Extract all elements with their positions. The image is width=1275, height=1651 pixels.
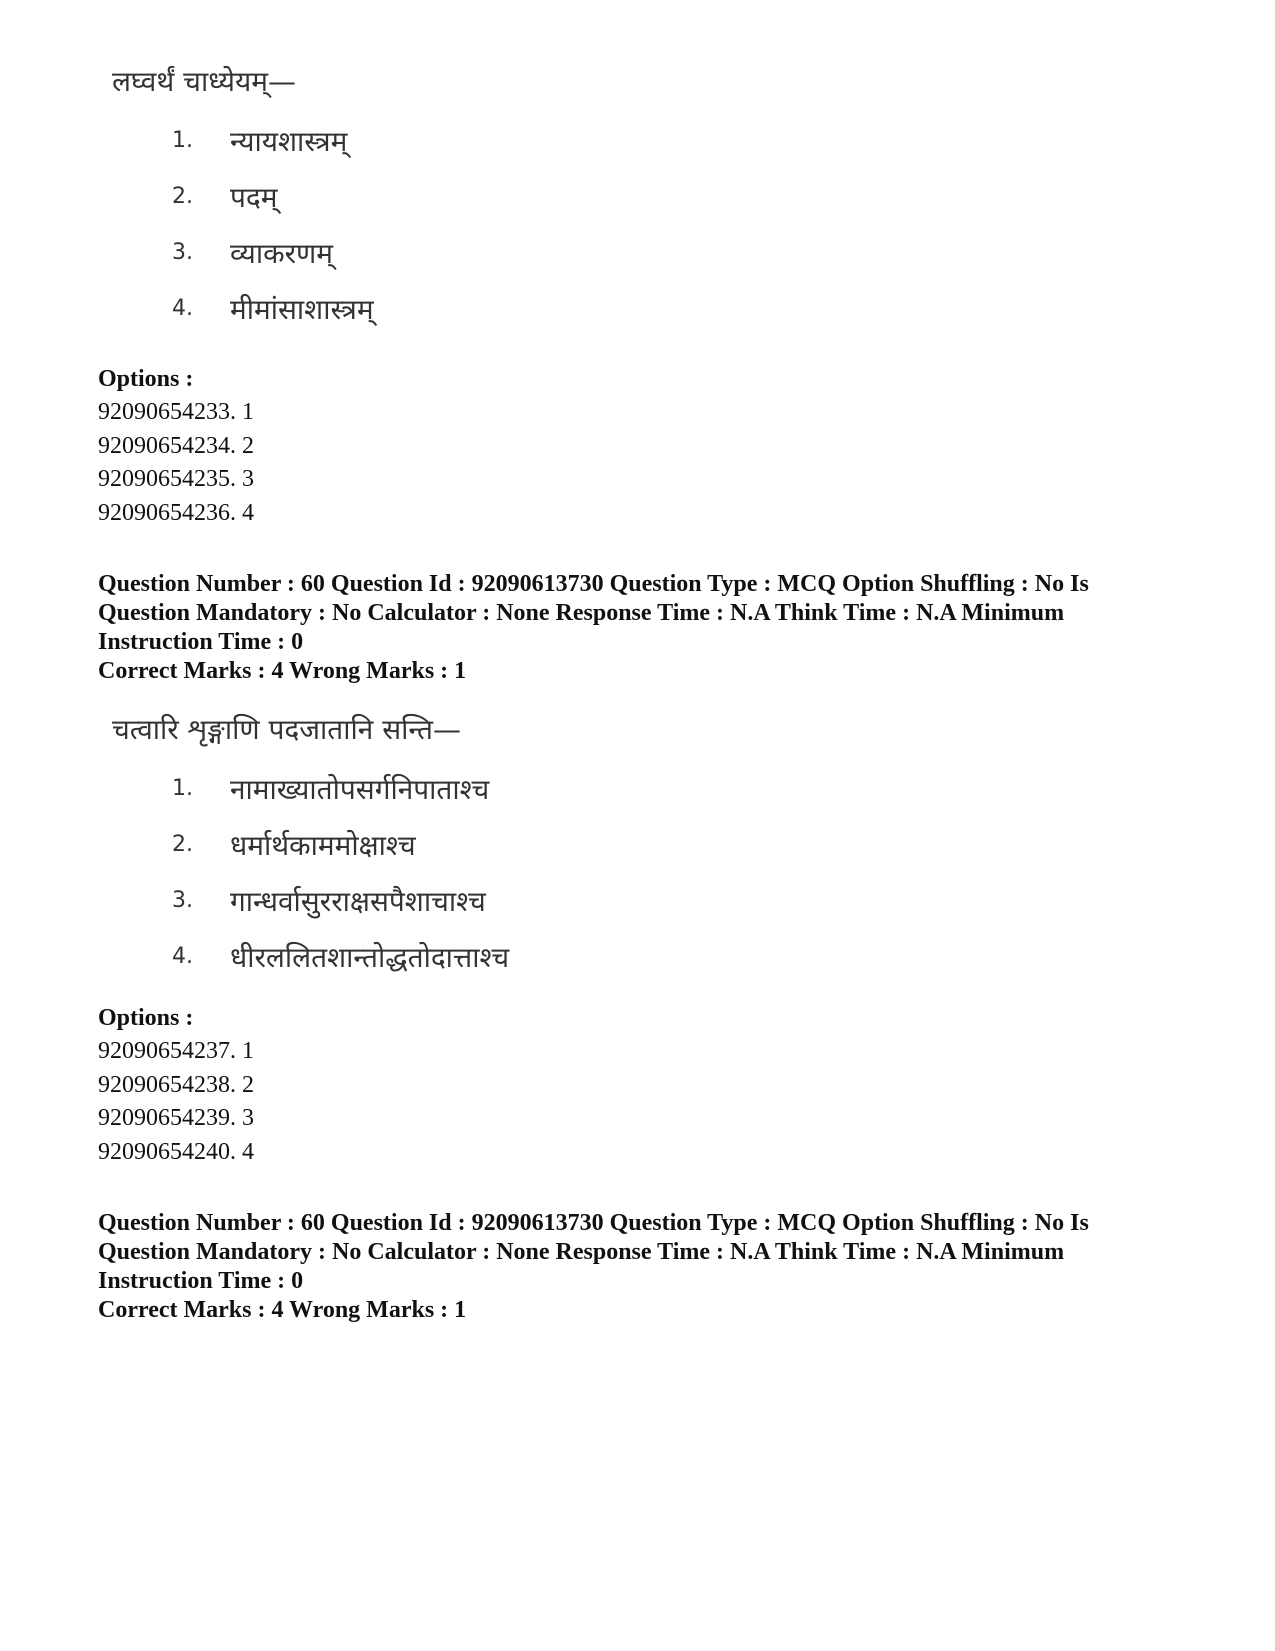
option-row: 92090654236. 4 bbox=[98, 500, 254, 526]
option-row: 92090654235. 3 bbox=[98, 466, 254, 492]
choice-text: पदम् bbox=[230, 181, 278, 214]
choice-number: 4. bbox=[172, 296, 193, 321]
choice-number: 4. bbox=[172, 944, 193, 969]
choice-text: व्याकरणम् bbox=[230, 237, 334, 270]
options-heading: Options : bbox=[98, 366, 194, 392]
choice-text: न्यायशास्त्रम् bbox=[230, 125, 348, 158]
option-row: 92090654239. 3 bbox=[98, 1105, 254, 1131]
options-heading: Options : bbox=[98, 1005, 194, 1031]
choice-text: मीमांसाशास्त्रम् bbox=[230, 293, 374, 326]
question-59-stem: लघ्वर्थं चाध्येयम्— bbox=[112, 65, 296, 98]
choice-number: 2. bbox=[172, 832, 193, 857]
choice-text: नामाख्यातोपसर्गनिपाताश्च bbox=[230, 773, 490, 806]
question-60-meta: Question Number : 60 Question Id : 92090613730 Question Type : MCQ Option Shuffling : No Is Question Mandatory : No Calculator : None Response Time : N.A Think Time : N.A Minimum Instruction Time : 0 bbox=[98, 571, 1089, 655]
choice-number: 3. bbox=[172, 240, 193, 265]
option-row: 92090654238. 2 bbox=[98, 1072, 254, 1098]
choice-number: 1. bbox=[172, 776, 193, 801]
option-row: 92090654234. 2 bbox=[98, 433, 254, 459]
option-row: 92090654240. 4 bbox=[98, 1139, 254, 1165]
question-60-marks: Correct Marks : 4 Wrong Marks : 1 bbox=[98, 658, 467, 684]
choice-number: 3. bbox=[172, 888, 193, 913]
choice-number: 1. bbox=[172, 128, 193, 153]
choice-text: गान्धर्वासुरराक्षसपैशाचाश्च bbox=[230, 885, 486, 918]
choice-number: 2. bbox=[172, 184, 193, 209]
question-60-repeat-meta: Question Number : 60 Question Id : 92090613730 Question Type : MCQ Option Shuffling : No Is Question Mandatory : No Calculator : None Response Time : N.A Think Time : N.A Minimum Instruction Time : 0 bbox=[98, 1210, 1089, 1294]
option-row: 92090654237. 1 bbox=[98, 1038, 254, 1064]
option-row: 92090654233. 1 bbox=[98, 399, 254, 425]
question-60-repeat-marks: Correct Marks : 4 Wrong Marks : 1 bbox=[98, 1297, 467, 1323]
question-60-stem: चत्वारि शृङ्गाणि पदजातानि सन्ति— bbox=[112, 713, 461, 746]
choice-text: धर्मार्थकाममोक्षाश्च bbox=[230, 829, 416, 862]
choice-text: धीरललितशान्तोद्धतोदात्ताश्च bbox=[230, 941, 510, 974]
